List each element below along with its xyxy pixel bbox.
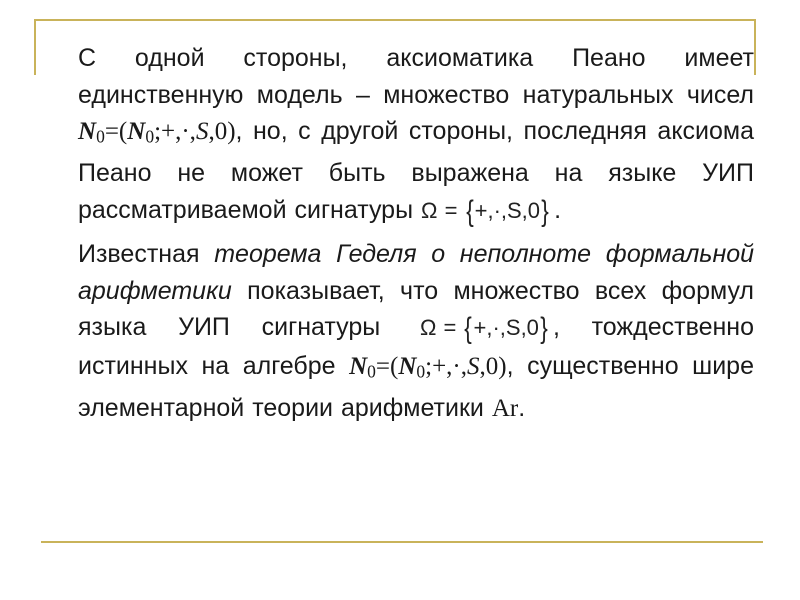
formula-ops: ;+,·,	[154, 118, 196, 145]
formula-end: ,0)	[479, 352, 507, 380]
right-border-line	[754, 19, 756, 75]
top-border-line	[34, 19, 756, 21]
paragraph-text: показывает, что множество всех формул языка УИП сигнатуры	[78, 276, 754, 341]
paragraph-text: , тождественно истинных на алгебре	[78, 313, 754, 380]
formula-end: ,0)	[208, 118, 236, 145]
n-symbol-inner: $N_0$	[398, 352, 426, 381]
formula-ops: ;+,·,	[425, 352, 468, 380]
s-symbol: S	[195, 118, 209, 145]
paragraph-text: С одной стороны, аксиоматика Пеано имеет единственную модель – множество натуральных чисел	[78, 44, 754, 109]
paragraph-end: .	[554, 195, 562, 224]
signature-formula: Ω = {+,·,S,0}	[421, 194, 549, 228]
godel-theorem-phrase: теорема Геделя о неполноте формальной арифметики	[78, 240, 755, 305]
ar-symbol: Ar	[491, 394, 519, 422]
paragraph-text: Известная	[78, 240, 215, 268]
left-border-line	[34, 19, 36, 75]
n-symbol: $N_0$	[78, 118, 105, 147]
s-symbol: S	[467, 352, 480, 380]
bottom-border-line	[41, 541, 763, 543]
n-symbol-inner: $N_0$	[127, 118, 155, 147]
n-symbol: $N_0$	[349, 352, 376, 381]
formula-part: =(	[375, 352, 399, 380]
signature-formula: Ω = {+,·,S,0}	[419, 312, 548, 345]
paragraph-end: .	[518, 393, 526, 422]
paragraph-text: , существенно шире элементарной теории арифметики	[78, 351, 754, 422]
paragraph-text: , но, с другой стороны, последняя аксиома Пеано не может быть выражена на языке УИП рассматриваемой сигнатуры	[78, 117, 754, 224]
paragraph-peano-model	[78, 40, 754, 230]
formula-part: =(	[104, 118, 128, 145]
paragraph-godel-theorem	[78, 236, 754, 427]
slide-content	[78, 40, 754, 427]
